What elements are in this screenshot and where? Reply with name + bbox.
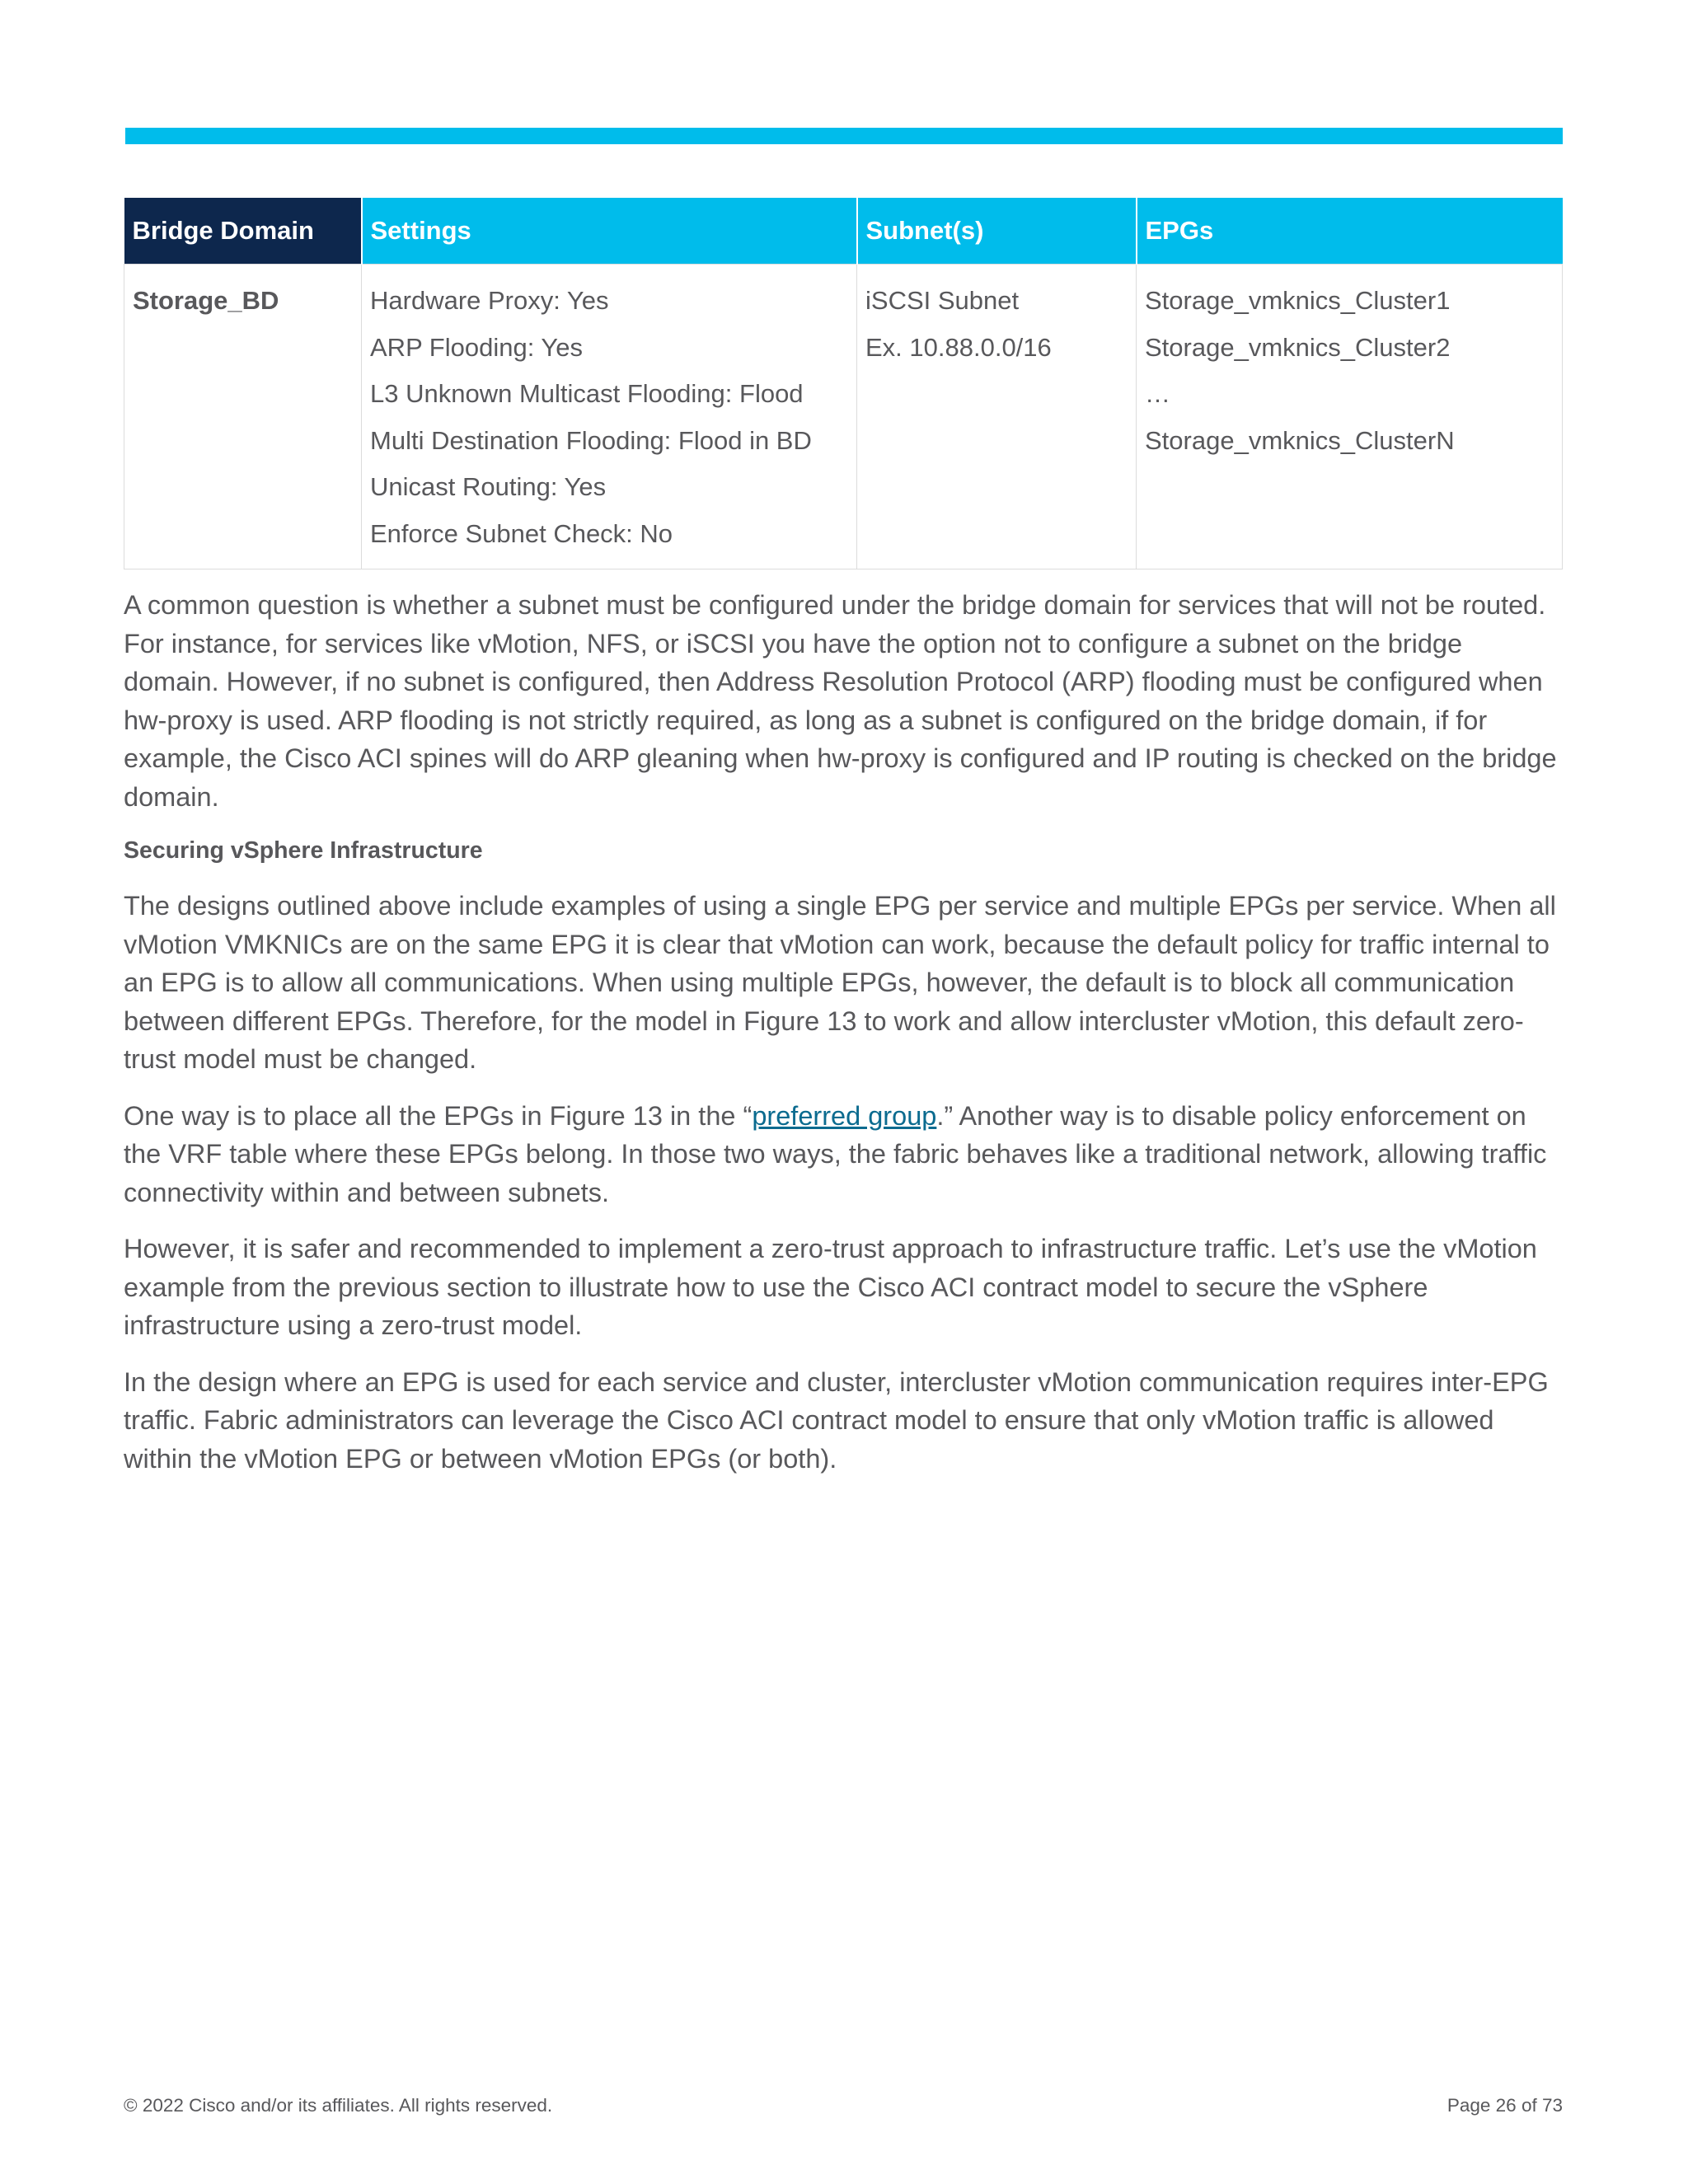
column-header-subnets: Subnet(s) bbox=[857, 198, 1137, 265]
footer-page-number: Page 26 of 73 bbox=[1447, 2095, 1563, 2116]
epg-ellipsis: … bbox=[1145, 379, 1170, 408]
bridge-domain-name: Storage_BD bbox=[133, 286, 279, 315]
cell-epgs bbox=[1137, 265, 1563, 569]
paragraph-preferred-group bbox=[124, 1097, 1564, 1212]
table-header-row bbox=[124, 198, 1563, 265]
footer-copyright: © 2022 Cisco and/or its affiliates. All rights reserved. bbox=[124, 2095, 553, 2116]
paragraph-intercluster: In the design where an EPG is used for each service and cluster, intercluster vMotion communication requires inter-EPG traffic. Fabric administrators can leverage the Cisco ACI contract model to ensure that only vMotion traffic is allowed within the vMotion EPG or between vMotion EPGs (or both). bbox=[124, 1366, 1549, 1474]
setting-hardware-proxy: Hardware Proxy: Yes bbox=[370, 286, 609, 315]
paragraph-zero-trust: However, it is safer and recommended to implement a zero-trust approach to infrastructure traffic. Let’s use the vMotion example from the previous section to illustrate how to use the Cisco ACI contract model to secure the vSphere infrastructure using a zero-trust model. bbox=[124, 1234, 1537, 1340]
cell-settings bbox=[362, 265, 857, 569]
epg-item: Storage_vmknics_ClusterN bbox=[1145, 425, 1455, 455]
paragraph-text: One way is to place all the EPGs in Figure 13 in the “ bbox=[124, 1100, 753, 1131]
preferred-group-link[interactable]: preferred group bbox=[752, 1100, 937, 1131]
section-heading: Securing vSphere Infrastructure bbox=[124, 837, 483, 864]
column-header-epgs: EPGs bbox=[1137, 198, 1563, 265]
table-row bbox=[124, 265, 1563, 569]
column-header-bridge-domain: Bridge Domain bbox=[124, 198, 362, 265]
epg-item: Storage_vmknics_Cluster1 bbox=[1145, 286, 1451, 315]
subnet-example: Ex. 10.88.0.0/16 bbox=[865, 332, 1052, 362]
epg-item: Storage_vmknics_Cluster2 bbox=[1145, 332, 1451, 362]
cell-subnets bbox=[857, 265, 1137, 569]
bridge-domain-table bbox=[124, 198, 1563, 569]
setting-unicast-routing: Unicast Routing: Yes bbox=[370, 472, 607, 501]
subnet-name: iSCSI Subnet bbox=[865, 286, 1020, 315]
setting-multi-destination: Multi Destination Flooding: Flood in BD bbox=[370, 425, 812, 455]
header-accent-bar bbox=[125, 128, 1563, 144]
paragraph-subnet-question: A common question is whether a subnet must be configured under the bridge domain for services that will not be routed. For instance, for services like vMotion, NFS, or iSCSI you have the option not to configure a subnet on the bridge domain. However, if no subnet is configured, then Address Resolution Protocol (ARP) flooding must be configured when hw-proxy is used. ARP flooding is not strictly required, as long as a subnet is configured on the bridge domain, if for example, the Cisco ACI spines will do ARP gleaning when hw-proxy is configured and IP routing is checked on the bridge domain. bbox=[124, 590, 1557, 812]
column-header-settings: Settings bbox=[362, 198, 857, 265]
paragraph-text: .” Another way is to disable policy enforcement on the VRF table where these EPGs belong. In those two ways, the fabric behaves like a traditional network, allowing traffic connectivity within and between subnets. bbox=[124, 1100, 1547, 1207]
cell-bridge-domain bbox=[124, 265, 362, 569]
setting-l3-unknown-multicast: L3 Unknown Multicast Flooding: Flood bbox=[370, 379, 804, 408]
paragraph-designs: The designs outlined above include examples of using a single EPG per service and multiple EPGs per service. When all vMotion VMKNICs are on the same EPG it is clear that vMotion can work, because the default policy for traffic internal to an EPG is to allow all communications. When using multiple EPGs, however, the default is to block all communication between different EPGs. Therefore, for the model in Figure 13 to work and allow intercluster vMotion, this default zero-trust model must be changed. bbox=[124, 891, 1556, 1074]
body-content bbox=[124, 586, 1564, 1496]
setting-arp-flooding: ARP Flooding: Yes bbox=[370, 332, 583, 362]
setting-enforce-subnet-check: Enforce Subnet Check: No bbox=[370, 518, 673, 548]
